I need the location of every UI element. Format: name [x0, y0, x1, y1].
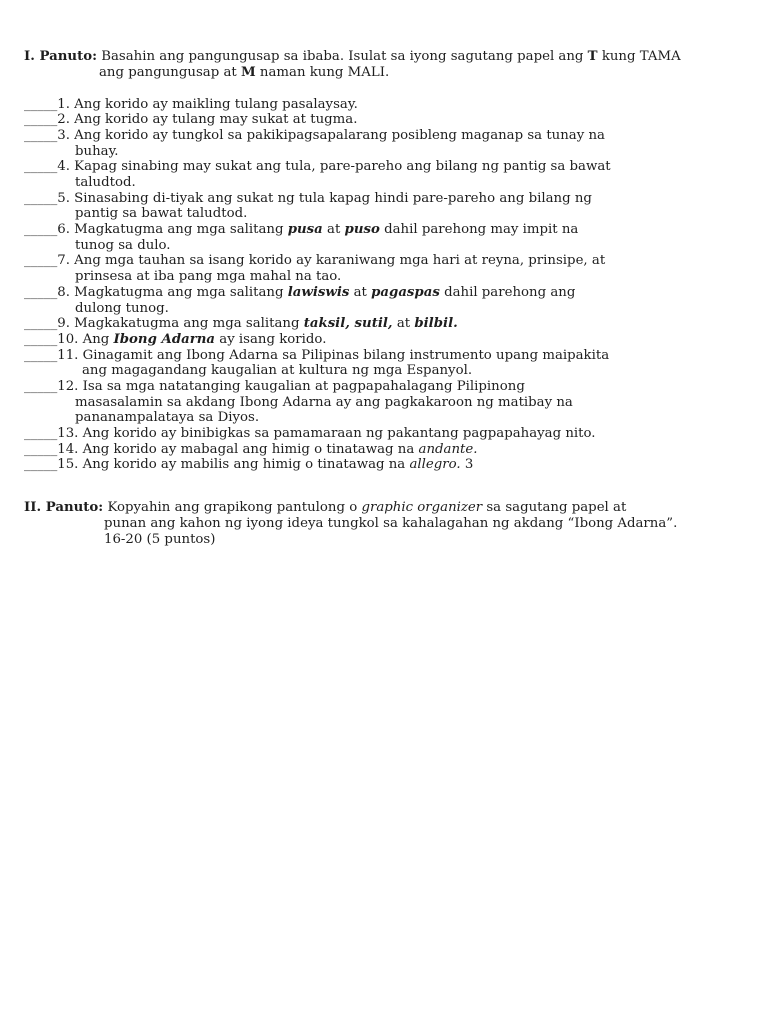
item-10 — [24, 332, 326, 348]
item-12-line1: _____12. Isa sa mga natatanging kaugalian at pagpapahalagang Pilipinong — [24, 379, 525, 394]
part2-heading: II. Panuto: — [24, 500, 104, 515]
item-9-words: taksil, sutil, — [303, 316, 393, 331]
item-14 — [24, 442, 477, 458]
item-6-line2: tunog sa dulo. — [75, 238, 171, 253]
part2-instruction-a: Kopyahin ang grapikong pantulong o — [107, 500, 358, 515]
item-7-line2: prinsesa at iba pang mga mahal na tao. — [75, 269, 342, 284]
part2-points: 16-20 (5 puntos) — [104, 532, 216, 547]
part1-instruction-c: ang pangungusap at — [99, 65, 237, 80]
item-8-at: at — [353, 285, 367, 300]
item-15-term: allegro. — [409, 457, 461, 472]
item-11-line2: ang magagandang kaugalian at kultura ng mga Espanyol. — [82, 363, 473, 378]
item-12-line3: pananampalataya sa Diyos. — [75, 410, 260, 425]
item-13: _____13. Ang korido ay binibigkas sa pamamaraan ng pakantang pagpapahayag nito. — [24, 426, 596, 441]
part2-graphic-organizer: graphic organizer — [361, 500, 483, 515]
item-6-suffix: dahil parehong may impit na — [384, 222, 579, 237]
item-10-prefix: _____10. Ang — [24, 332, 110, 347]
item-14-term: andante. — [418, 442, 478, 457]
item-7-line1: _____7. Ang mga tauhan sa isang korido ay karaniwang mga hari at reyna, prinsipe, at — [24, 253, 606, 268]
item-14-prefix: _____14. Ang korido ay mabagal ang himig o tinatawag na — [24, 442, 415, 457]
item-8-line2: dulong tunog. — [75, 301, 169, 316]
item-8-line1 — [24, 285, 575, 301]
item-12-line2: masasalamin sa akdang Ibong Adarna ay ang pagkakaroon ng matibay na — [75, 395, 573, 410]
item-8-word-pagaspas: pagaspas — [371, 285, 440, 300]
part2-instruction-line1 — [24, 500, 626, 516]
item-9-prefix: _____9. Magkakatugma ang mga salitang — [24, 316, 300, 331]
item-6-word-puso: puso — [344, 222, 380, 237]
item-15-suffix: 3 — [464, 457, 474, 472]
item-4-line2: taludtod. — [75, 175, 136, 190]
item-8-prefix: _____8. Magkatugma ang mga salitang — [24, 285, 284, 300]
item-3-line1: _____3. Ang korido ay tungkol sa pakikipagsapalarang posibleng maganap sa tunay na — [24, 128, 605, 143]
item-3-line2: buhay. — [75, 144, 119, 159]
item-6-word-pusa: pusa — [287, 222, 323, 237]
part1-instruction-line2 — [99, 65, 389, 81]
item-6-line1 — [24, 222, 578, 238]
part1-instruction-a: Basahin ang pangungusap sa ibaba. Isulat sa iyong sagutang papel ang — [101, 49, 584, 64]
item-10-title: Ibong Adarna — [113, 332, 216, 347]
item-9-at: at — [396, 316, 411, 331]
item-8-word-lawiswis: lawiswis — [287, 285, 350, 300]
item-6-prefix: _____6. Magkatugma ang mga salitang — [24, 222, 284, 237]
t-letter: T — [587, 49, 598, 64]
part2-instruction-line2: punan ang kahon ng iyong ideya tungkol sa kahalagahan ng akdang “Ibong Adarna”. — [104, 516, 678, 531]
part2-instruction-a-suffix: sa sagutang papel at — [486, 500, 627, 515]
item-6-at: at — [327, 222, 341, 237]
item-15-prefix: _____15. Ang korido ay mabilis ang himig o tinatawag na — [24, 457, 406, 472]
part1-instruction-line1 — [24, 49, 681, 65]
m-letter: M — [240, 65, 256, 80]
item-5-line1: _____5. Sinasabing di-tiyak ang sukat ng tula kapag hindi pare-pareho ang bilang ng — [24, 191, 592, 206]
item-2: _____2. Ang korido ay tulang may sukat at tugma. — [24, 112, 358, 127]
part1-instruction-d: naman kung MALI. — [259, 65, 390, 80]
item-10-suffix: ay isang korido. — [219, 332, 327, 347]
item-5-line2: pantig sa bawat taludtod. — [75, 206, 248, 221]
item-15 — [24, 457, 473, 473]
part1-heading: I. Panuto: — [24, 49, 97, 64]
item-9-word-bilbil: bilbil. — [414, 316, 458, 331]
item-1: _____1. Ang korido ay maikling tulang pasalaysay. — [24, 97, 358, 112]
part1-instruction-b: kung TAMA — [601, 49, 681, 64]
item-8-suffix: dahil parehong ang — [444, 285, 576, 300]
item-9 — [24, 316, 458, 332]
item-4-line1: _____4. Kapag sinabing may sukat ang tula, pare-pareho ang bilang ng pantig sa bawat — [24, 159, 611, 174]
item-11-line1: _____11. Ginagamit ang Ibong Adarna sa Pilipinas bilang instrumento upang maipakita — [24, 348, 610, 363]
